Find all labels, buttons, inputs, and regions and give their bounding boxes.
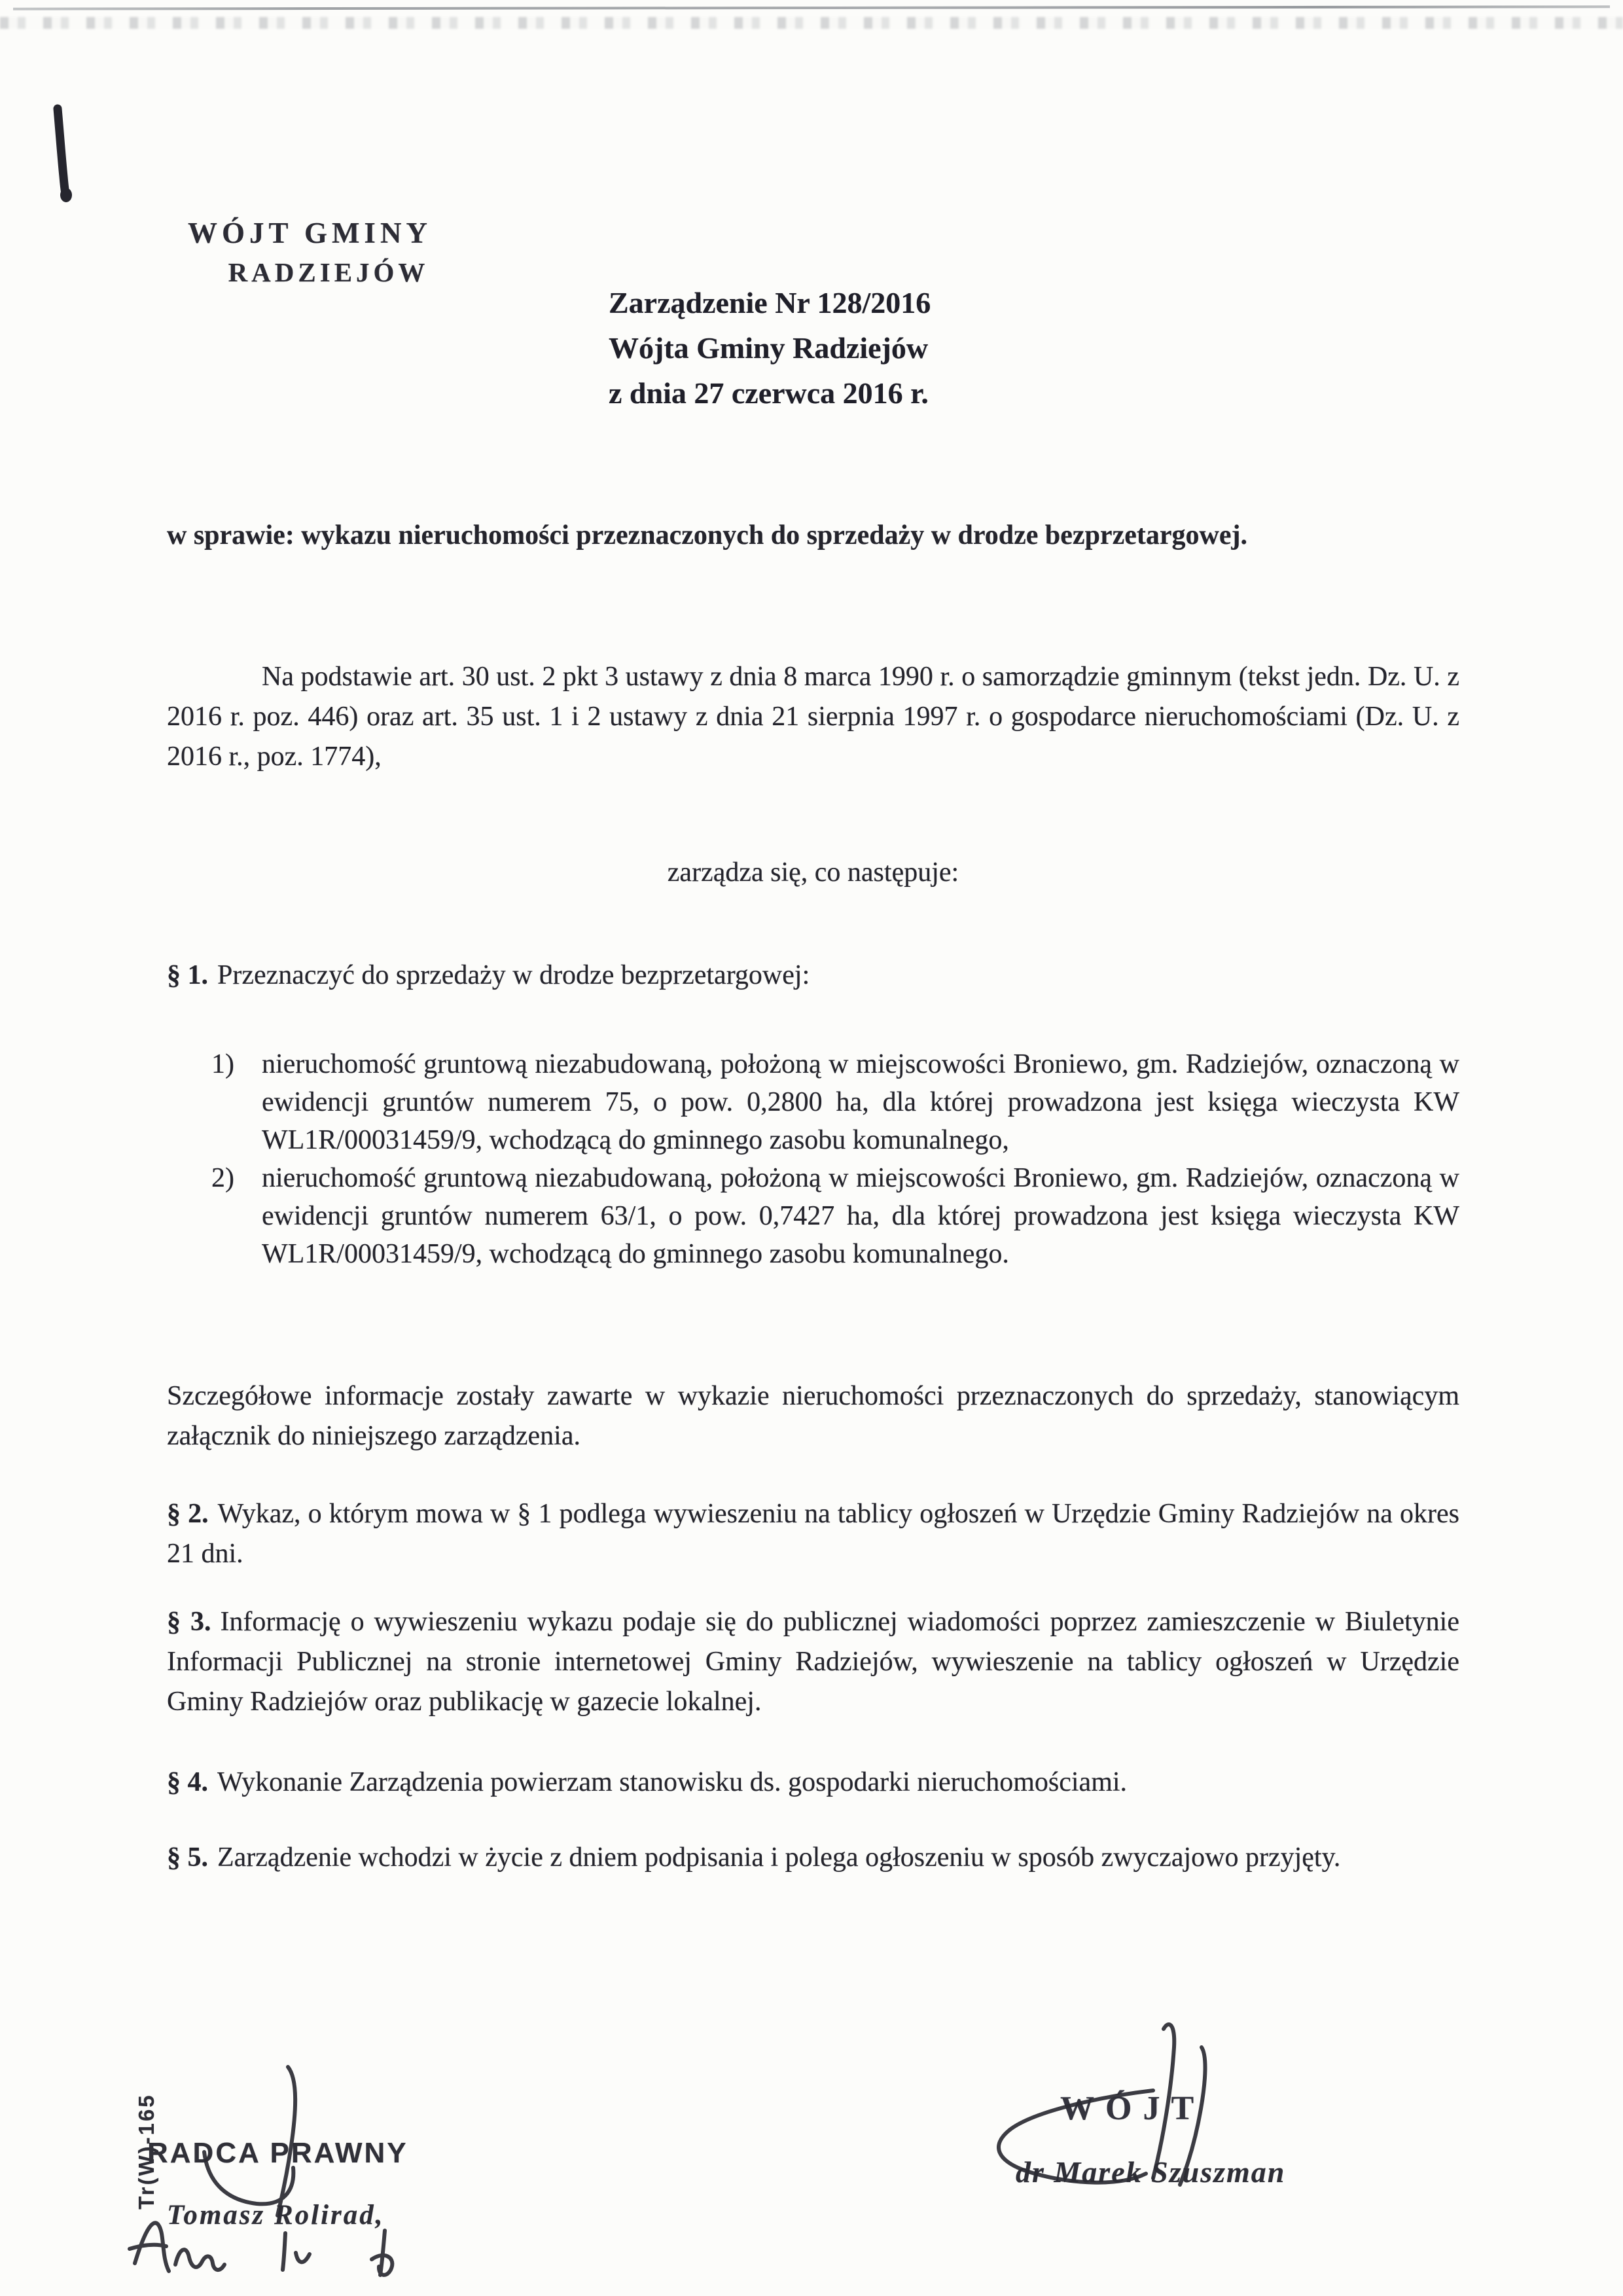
legal-basis-paragraph: Na podstawie art. 30 ust. 2 pkt 3 ustawy z dnia 8 marca 1990 r. o samorządzie gminnym (tekst jedn. Dz. U. z 2016 r. poz. 446) oraz art. 35 ust. 1 i 2 ustawy z dnia 21 sierpnia 1997 r. o gospodarce nieruchomościami (Dz. U. z 2016 r., poz. 1774), bbox=[167, 662, 1459, 772]
section-4-number: § 4. bbox=[167, 1767, 208, 1797]
section-1-number: § 1. bbox=[167, 960, 208, 990]
mayor-stamp-title: WÓJT bbox=[1060, 2090, 1205, 2127]
section-1-text: Przeznaczyć do sprzedaży w drodze bezprzetargowej: bbox=[217, 960, 810, 990]
letterhead-municipality-name: RADZIEJÓW bbox=[228, 257, 429, 287]
section-4-paragraph bbox=[167, 1763, 1459, 1803]
pen-mark bbox=[39, 92, 92, 223]
ordinance-issuer: Wójta Gminy Radziejów bbox=[609, 331, 929, 365]
legal-counsel-signature bbox=[92, 2003, 563, 2296]
section-3-paragraph bbox=[167, 1602, 1459, 1722]
list-item bbox=[167, 1159, 1459, 1273]
legal-counsel-stamp-title: RADCA PRAWNY bbox=[147, 2137, 408, 2169]
order-clause: zarządza się, co następuje: bbox=[667, 857, 959, 888]
section-2-number: § 2. bbox=[167, 1499, 209, 1529]
ordinance-number: Zarządzenie Nr 128/2016 bbox=[609, 286, 931, 319]
ordinance-date: z dnia 27 czerwca 2016 r. bbox=[609, 376, 929, 410]
mayor-signature bbox=[936, 1950, 1407, 2251]
letterhead-office-name: WÓJT GMINY bbox=[188, 217, 432, 249]
section-4-text: Wykonanie Zarządzenia powierzam stanowisku ds. gospodarki nieruchomościami. bbox=[217, 1767, 1128, 1797]
letterhead bbox=[188, 216, 469, 288]
scan-edge-noise bbox=[0, 17, 1623, 29]
section-5-paragraph bbox=[167, 1838, 1459, 1878]
section-1-heading bbox=[167, 956, 1459, 996]
section-5-text: Zarządzenie wchodzi w życie z dniem podpisania i polega ogłoszeniu w sposób zwyczajowo przyjęty. bbox=[217, 1842, 1341, 1873]
details-note: Szczegółowe informacje zostały zawarte w wykazie nieruchomości przeznaczonych do sprzedaży, stanowiącym załącznik do niniejszego zarządzenia. bbox=[167, 1381, 1459, 1451]
property-list bbox=[167, 1045, 1459, 1273]
legal-counsel-stamp-name: Tomasz Rolirad, bbox=[167, 2200, 385, 2231]
section-3-text: Informację o wywieszeniu wykazu podaje się do publicznej wiadomości poprzez zamieszczenie w Biuletynie Informacji Publicznej na stronie internetowej Gminy Radziejów, wywieszenie na tablicy ogłoszeń w Urzędzie Gminy Radziejów oraz publikację w gazecie lokalnej. bbox=[167, 1607, 1459, 1717]
list-item-2-marker: 2) bbox=[211, 1163, 234, 1193]
list-item-2-text: nieruchomość gruntową niezabudowaną, położoną w miejscowości Broniewo, gm. Radziejów, oznaczoną w ewidencji gruntów numerem 63/1, o pow. 0,7427 ha, dla której prowadzona jest księga wieczysta KW WL1R/00031459/9, wchodzącą do gminnego zasobu komunalnego. bbox=[262, 1163, 1459, 1269]
list-item-1-marker: 1) bbox=[211, 1049, 234, 1079]
mayor-signature-block bbox=[936, 1950, 1407, 2251]
scan-edge-line bbox=[13, 5, 1610, 10]
ordinance-title-block bbox=[609, 280, 931, 416]
legal-counsel-stamp-block bbox=[92, 2003, 563, 2296]
section-2-text: Wykaz, o którym mowa w § 1 podlega wywieszeniu na tablicy ogłoszeń w Urzędzie Gminy Radziejów na okres 21 dni. bbox=[167, 1499, 1459, 1569]
subject-line: w sprawie: wykazu nieruchomości przeznaczonych do sprzedaży w drodze bezprzetargowej. bbox=[167, 520, 1247, 550]
section-3-number: § 3. bbox=[167, 1607, 211, 1637]
section-5-number: § 5. bbox=[167, 1842, 208, 1873]
stamp-side-code: Tr(W)-165 bbox=[134, 2093, 158, 2210]
mayor-stamp-name: dr Marek Szuszman bbox=[1016, 2155, 1286, 2189]
list-item bbox=[167, 1045, 1459, 1159]
list-item-1-text: nieruchomość gruntową niezabudowaną, położoną w miejscowości Broniewo, gm. Radziejów, oznaczoną w ewidencji gruntów numerem 75, o pow. 0,2800 ha, dla której prowadzona jest księga wieczysta KW WL1R/00031459/9, wchodzącą do gminnego zasobu komunalnego, bbox=[262, 1049, 1459, 1155]
section-2-paragraph bbox=[167, 1494, 1459, 1574]
